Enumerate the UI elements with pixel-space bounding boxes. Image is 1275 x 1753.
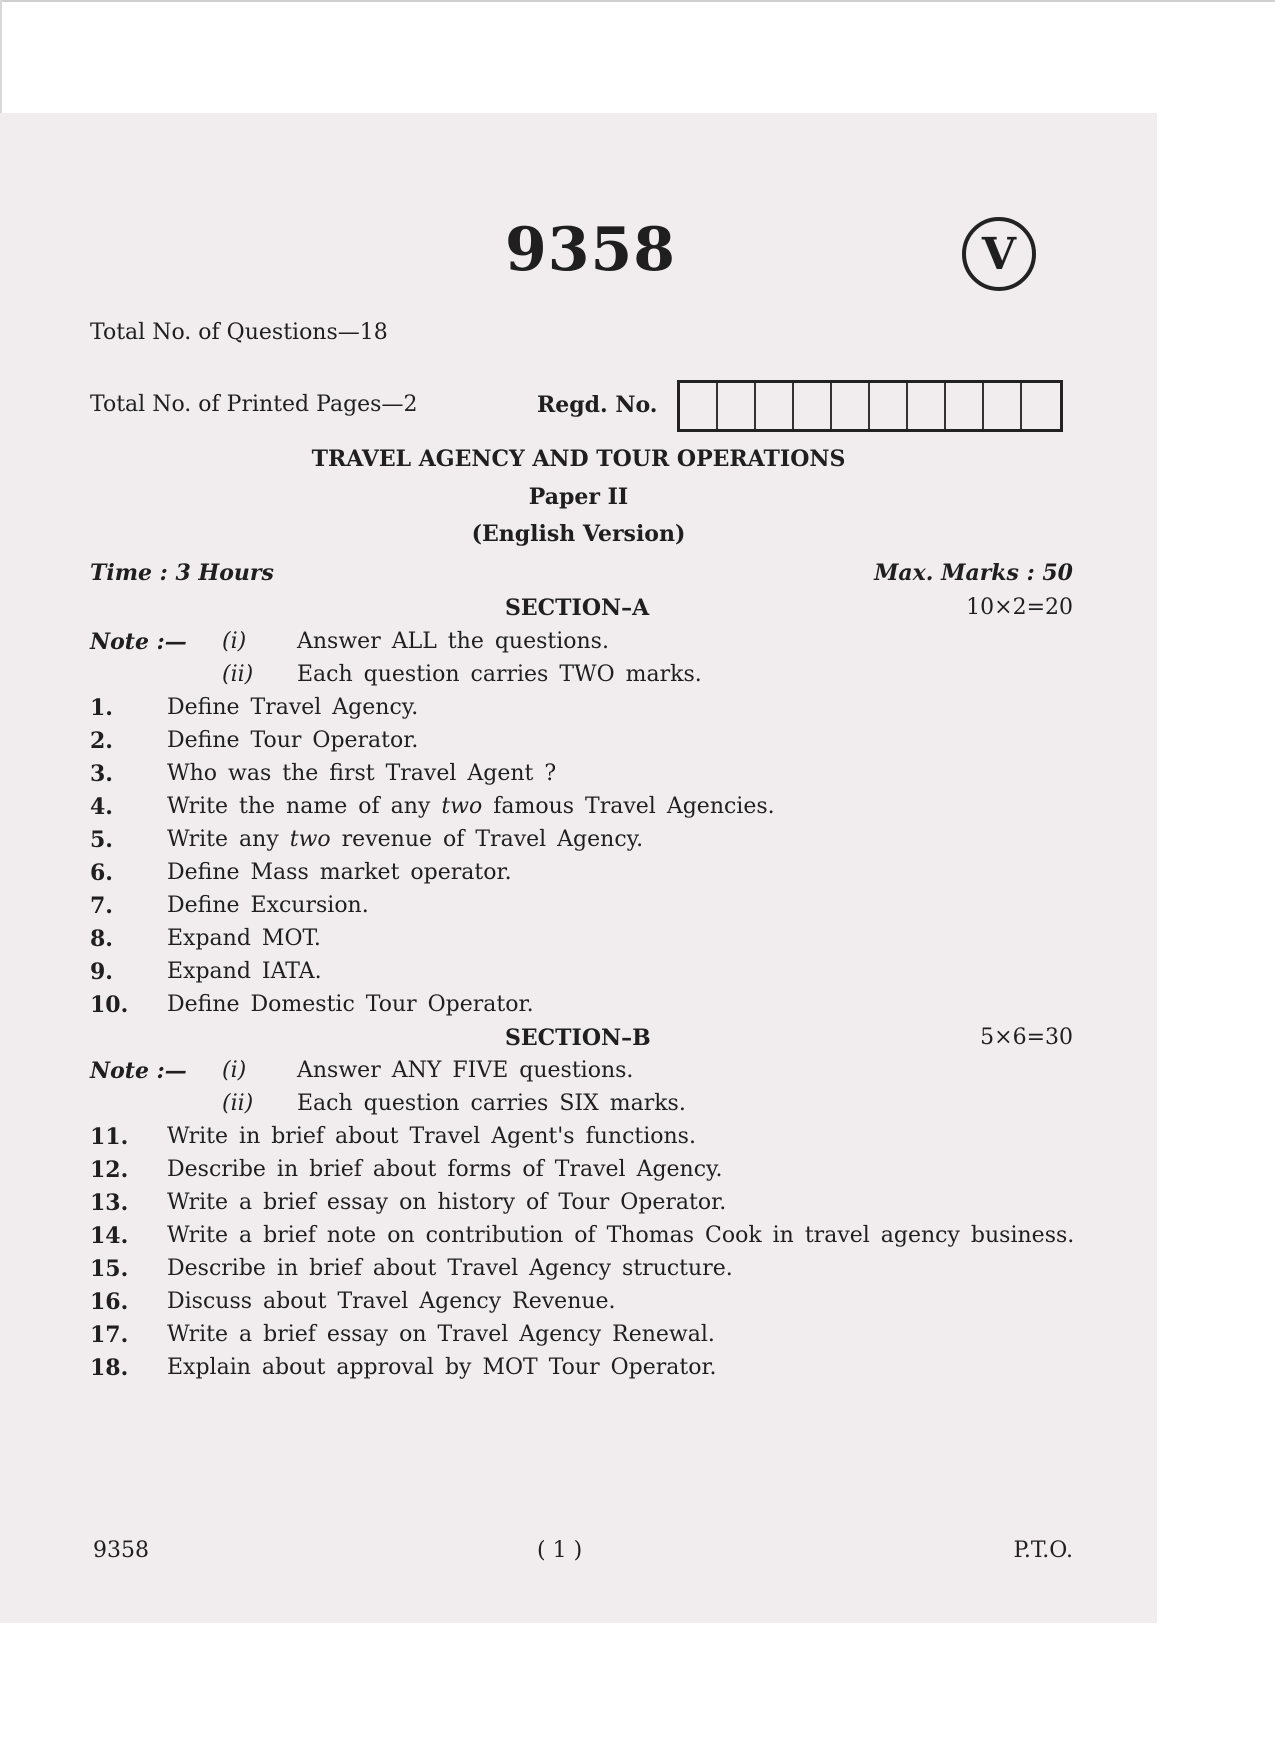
question-emphasis: two bbox=[441, 794, 483, 819]
question-text-part: famous Travel Agencies. bbox=[482, 794, 775, 819]
question-number: 11. bbox=[90, 1124, 129, 1150]
question-number: 10. bbox=[90, 992, 129, 1018]
question-number: 15. bbox=[90, 1256, 129, 1282]
question-emphasis: two bbox=[289, 827, 331, 852]
max-marks: Max. Marks : 50 bbox=[874, 560, 1073, 586]
question-number: 8. bbox=[90, 926, 113, 952]
scan-left-edge bbox=[0, 0, 2, 113]
subject-title: TRAVEL AGENCY AND TOUR OPERATIONS bbox=[311, 446, 846, 472]
question-text-part: Write any bbox=[167, 827, 290, 852]
question-text: Describe in brief about Travel Agency structure. bbox=[167, 1256, 733, 1281]
regd-digit-box[interactable] bbox=[946, 383, 984, 429]
question-number: 9. bbox=[90, 959, 113, 985]
question-number: 13. bbox=[90, 1190, 129, 1216]
pto-label: P.T.O. bbox=[1013, 1538, 1073, 1563]
question-number: 14. bbox=[90, 1223, 129, 1249]
regd-digit-box[interactable] bbox=[680, 383, 718, 429]
section-b-heading: SECTION–B bbox=[505, 1025, 651, 1051]
question-text: Define Tour Operator. bbox=[167, 728, 419, 753]
question-text-part: Write the name of any bbox=[167, 794, 442, 819]
question-text: Describe in brief about forms of Travel Agency. bbox=[167, 1157, 723, 1182]
regd-digit-box[interactable] bbox=[908, 383, 946, 429]
question-text: Write a brief note on contribution of Thomas Cook in travel agency business. bbox=[167, 1223, 1075, 1248]
time-allowed: Time : 3 Hours bbox=[90, 560, 274, 586]
question-text: Write a brief essay on history of Tour Operator. bbox=[167, 1190, 727, 1215]
regd-digit-box[interactable] bbox=[756, 383, 794, 429]
footer-code: 9358 bbox=[93, 1538, 149, 1563]
regd-digit-box[interactable] bbox=[794, 383, 832, 429]
question-text: Expand IATA. bbox=[167, 959, 322, 984]
regd-digit-box[interactable] bbox=[832, 383, 870, 429]
note-roman: (i) bbox=[222, 629, 247, 654]
question-number: 4. bbox=[90, 794, 113, 820]
regd-digit-box[interactable] bbox=[984, 383, 1022, 429]
note-roman: (ii) bbox=[222, 662, 254, 687]
question-number: 7. bbox=[90, 893, 113, 919]
note-label: Note :— bbox=[90, 1058, 187, 1084]
question-text: Discuss about Travel Agency Revenue. bbox=[167, 1289, 616, 1314]
total-questions bbox=[90, 320, 388, 345]
note-roman: (ii) bbox=[222, 1091, 254, 1116]
section-b-marks: 5×6=30 bbox=[980, 1025, 1073, 1050]
question-text: Define Domestic Tour Operator. bbox=[167, 992, 534, 1017]
version-label: (English Version) bbox=[471, 521, 686, 547]
question-text bbox=[167, 794, 775, 819]
note-text: Each question carries TWO marks. bbox=[297, 662, 702, 687]
question-number: 17. bbox=[90, 1322, 129, 1348]
question-number: 12. bbox=[90, 1157, 129, 1183]
paper-number: Paper II bbox=[528, 484, 629, 510]
note-text: Each question carries SIX marks. bbox=[297, 1091, 686, 1116]
question-text: Define Mass market operator. bbox=[167, 860, 512, 885]
question-text: Write in brief about Travel Agent's functions. bbox=[167, 1124, 696, 1149]
question-text: Explain about approval by MOT Tour Operator. bbox=[167, 1355, 717, 1380]
question-text-part: revenue of Travel Agency. bbox=[330, 827, 644, 852]
question-text: Define Excursion. bbox=[167, 893, 369, 918]
section-a-marks: 10×2=20 bbox=[966, 595, 1073, 620]
question-text: Write a brief essay on Travel Agency Renewal. bbox=[167, 1322, 715, 1347]
scan-top-edge bbox=[0, 0, 1275, 2]
question-number: 3. bbox=[90, 761, 113, 787]
question-text: Expand MOT. bbox=[167, 926, 321, 951]
note-text: Answer ALL the questions. bbox=[297, 629, 609, 654]
regd-digit-box[interactable] bbox=[1022, 383, 1060, 429]
question-number: 6. bbox=[90, 860, 113, 886]
question-number: 5. bbox=[90, 827, 113, 853]
question-number: 1. bbox=[90, 695, 113, 721]
note-text: Answer ANY FIVE questions. bbox=[297, 1058, 634, 1083]
regd-label: Regd. No. bbox=[537, 392, 658, 418]
question-text: Who was the first Travel Agent ? bbox=[167, 761, 557, 786]
regd-digit-box[interactable] bbox=[718, 383, 756, 429]
total-pages: Total No. of Printed Pages—2 bbox=[90, 392, 418, 417]
regd-digit-box[interactable] bbox=[870, 383, 908, 429]
question-number: 18. bbox=[90, 1355, 129, 1381]
note-roman: (i) bbox=[222, 1058, 247, 1083]
paper-code: 9358 bbox=[505, 215, 676, 285]
version-badge: V bbox=[962, 217, 1036, 291]
question-text bbox=[167, 827, 643, 852]
question-number: 16. bbox=[90, 1289, 129, 1315]
note-label: Note :— bbox=[90, 629, 187, 655]
regd-number-boxes[interactable] bbox=[677, 380, 1063, 432]
total-questions-text: Total No. of Questions—18 bbox=[90, 320, 388, 345]
page-number: ( 1 ) bbox=[537, 1538, 583, 1563]
section-a-heading: SECTION–A bbox=[505, 595, 650, 621]
question-number: 2. bbox=[90, 728, 113, 754]
question-text: Define Travel Agency. bbox=[167, 695, 419, 720]
